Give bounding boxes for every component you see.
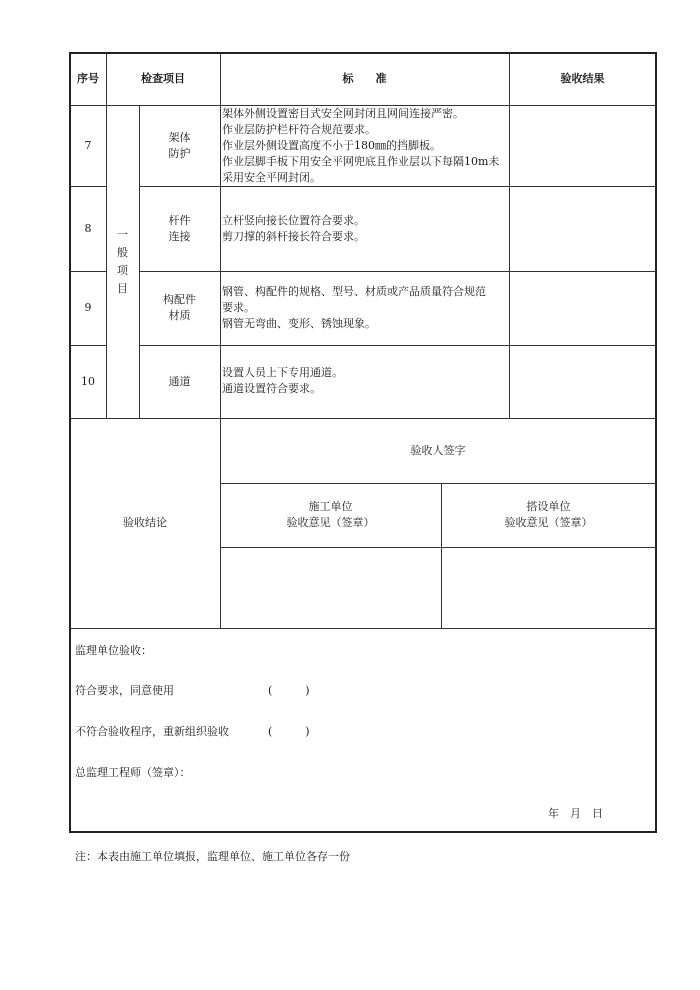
item-name-line: 构配件 xyxy=(163,293,196,306)
item-name-line: 防护 xyxy=(168,146,191,160)
group-label xyxy=(106,105,139,418)
standard-line: 通道设置符合要求。 xyxy=(222,382,321,395)
standard-line: 架体外侧设置密目式安全网封闭且网间连接严密。 xyxy=(222,107,464,120)
group-label-char: 目 xyxy=(117,281,128,295)
standard-line: 作业层防护栏杆符合规范要求。 xyxy=(222,123,376,136)
option-accept-label: 符合要求，同意使用 xyxy=(75,684,174,697)
standard-line: 要求。 xyxy=(222,301,255,314)
erection-unit-line: 搭设单位 xyxy=(526,500,571,513)
group-label-char: 般 xyxy=(117,245,128,259)
erection-unit-heading xyxy=(441,483,656,547)
construction-unit-line: 施工单位 xyxy=(308,500,353,513)
construction-unit-line: 验收意见（签章） xyxy=(286,516,375,529)
row-result[interactable] xyxy=(509,105,656,186)
item-name-line: 材质 xyxy=(168,309,191,322)
item-name-line: 通道 xyxy=(168,374,191,388)
row-item-name xyxy=(139,345,220,418)
chief-engineer-signature-label: 总监理工程师（签章）： xyxy=(75,766,191,779)
row-seq: 10 xyxy=(81,374,95,388)
option-reject-label: 不符合验收程序，重新组织验收 xyxy=(75,725,229,738)
row-item-name xyxy=(139,186,220,271)
col-divider xyxy=(220,53,221,418)
row-standard xyxy=(222,106,508,186)
header-seq: 序号 xyxy=(77,72,99,85)
row-item-name xyxy=(139,271,220,345)
construction-unit-signature-area[interactable] xyxy=(220,547,441,628)
header-result: 验收结果 xyxy=(560,72,605,85)
item-name-line: 杆件 xyxy=(168,213,191,227)
date-field[interactable]: 年 月 日 xyxy=(548,807,603,820)
standard-line: 作业层外侧设置高度不小于180㎜的挡脚板。 xyxy=(222,139,441,152)
group-label-char: 项 xyxy=(117,263,128,277)
erection-unit-signature-area[interactable] xyxy=(441,547,656,628)
standard-line: 设置人员上下专用通道。 xyxy=(222,366,343,379)
standard-line: 采用安全平网封闭。 xyxy=(222,171,321,184)
signers-title: 验收人签字 xyxy=(410,443,466,457)
row-standard xyxy=(222,345,508,418)
header-item: 检查项目 xyxy=(141,72,185,85)
standard-line: 剪刀撑的斜杆接长符合要求。 xyxy=(222,229,365,243)
option-accept-checkbox[interactable]: ( ) xyxy=(268,684,310,697)
row-result[interactable] xyxy=(509,271,656,345)
option-reject-checkbox[interactable]: ( ) xyxy=(268,725,310,738)
row-seq: 7 xyxy=(84,138,92,152)
erection-unit-line: 验收意见（签章） xyxy=(504,516,593,529)
row-standard xyxy=(222,186,508,271)
supervision-title: 监理单位验收： xyxy=(75,644,152,657)
row-standard xyxy=(222,271,508,345)
row-result[interactable] xyxy=(509,186,656,271)
construction-unit-heading xyxy=(220,483,441,547)
conclusion-label: 验收结论 xyxy=(123,516,167,529)
standard-line: 钢管、构配件的规格、型号、材质或产品质量符合规范 xyxy=(222,285,486,298)
section-divider xyxy=(70,628,656,629)
standard-line: 钢管无弯曲、变形、锈蚀现象。 xyxy=(222,317,376,330)
standard-line: 作业层脚手板下用安全平网兜底且作业层以下每隔10m未 xyxy=(222,155,500,168)
row-result[interactable] xyxy=(509,345,656,418)
group-label-char: 一 xyxy=(117,227,128,241)
item-name-line: 连接 xyxy=(168,229,191,243)
row-seq: 9 xyxy=(84,301,92,314)
standard-line: 立杆竖向接长位置符合要求。 xyxy=(222,213,365,227)
footnote: 注：本表由施工单位填报，监理单位、施工单位各存一份 xyxy=(75,850,350,863)
item-name-line: 架体 xyxy=(168,130,191,144)
row-seq: 8 xyxy=(84,221,92,235)
row-item-name xyxy=(139,105,220,186)
header-standard: 标 准 xyxy=(342,72,387,85)
